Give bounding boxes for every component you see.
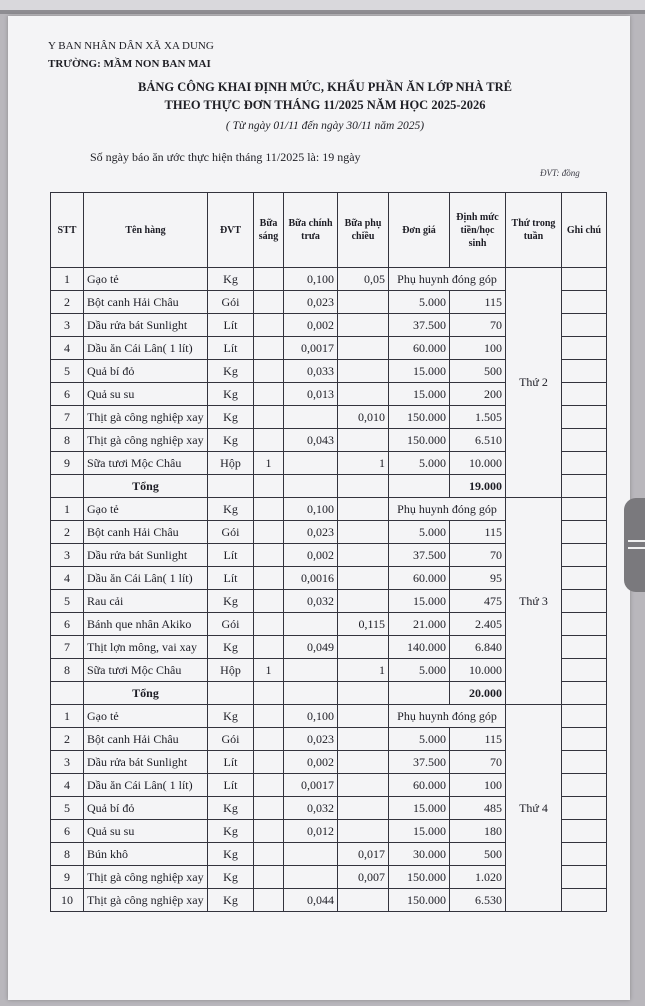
cell-norm: 10.000 — [450, 452, 506, 475]
cell-breakfast — [254, 590, 284, 613]
cell-item-name: Dầu rửa bát Sunlight — [84, 544, 208, 567]
cell-snack: 0,115 — [338, 613, 389, 636]
cell-note — [562, 314, 607, 337]
cell-unit-price: 150.000 — [389, 866, 450, 889]
cell-empty — [389, 682, 450, 705]
cell-note — [562, 751, 607, 774]
handle-grip-line — [628, 540, 645, 542]
cell-note — [562, 452, 607, 475]
col-header-norm: Định mức tiền/học sinh — [450, 193, 506, 268]
cell-unit: Kg — [208, 360, 254, 383]
cell-breakfast — [254, 544, 284, 567]
cell-stt: 8 — [51, 429, 84, 452]
cell-note — [562, 866, 607, 889]
cell-stt: 4 — [51, 567, 84, 590]
cell-stt: 8 — [51, 659, 84, 682]
cell-item-name: Quả bí đỏ — [84, 797, 208, 820]
cell-unit: Gói — [208, 613, 254, 636]
cell-lunch: 0,0017 — [284, 774, 338, 797]
cell-snack — [338, 889, 389, 912]
cell-note — [562, 406, 607, 429]
cell-snack — [338, 567, 389, 590]
cell-norm: 475 — [450, 590, 506, 613]
cell-stt: 3 — [51, 314, 84, 337]
cell-empty — [254, 475, 284, 498]
cell-lunch: 0,043 — [284, 429, 338, 452]
cell-item-name: Bột canh Hải Châu — [84, 521, 208, 544]
cell-norm: 180 — [450, 820, 506, 843]
cell-snack: 1 — [338, 452, 389, 475]
total-value: 20.000 — [450, 682, 506, 705]
col-header-weekday: Thứ trong tuần — [506, 193, 562, 268]
cell-norm: 500 — [450, 360, 506, 383]
table-body — [51, 268, 607, 912]
school-name: TRƯỜNG: MẦM NON BAN MAI — [48, 58, 211, 70]
cell-unit-price: 15.000 — [389, 383, 450, 406]
cell-snack: 1 — [338, 659, 389, 682]
cell-stt: 1 — [51, 268, 84, 291]
cell-snack — [338, 774, 389, 797]
cell-unit-price: 15.000 — [389, 590, 450, 613]
cell-note — [562, 613, 607, 636]
cell-unit-price: 21.000 — [389, 613, 450, 636]
cell-note — [562, 774, 607, 797]
cell-empty — [338, 682, 389, 705]
cell-stt: 5 — [51, 797, 84, 820]
table-row — [51, 268, 607, 291]
cell-lunch — [284, 866, 338, 889]
cell-unit: Kg — [208, 590, 254, 613]
cell-norm: 70 — [450, 314, 506, 337]
cell-stt: 1 — [51, 498, 84, 521]
cell-snack: 0,017 — [338, 843, 389, 866]
cell-norm: 115 — [450, 728, 506, 751]
cell-breakfast — [254, 291, 284, 314]
cell-note — [562, 544, 607, 567]
cell-note — [562, 843, 607, 866]
cell-unit: Kg — [208, 820, 254, 843]
cell-norm: 100 — [450, 337, 506, 360]
cell-unit: Hộp — [208, 659, 254, 682]
cell-unit-price: 150.000 — [389, 406, 450, 429]
cell-note — [562, 682, 607, 705]
cell-norm: 200 — [450, 383, 506, 406]
cell-unit: Kg — [208, 889, 254, 912]
cell-item-name: Bánh que nhân Akiko — [84, 613, 208, 636]
cell-unit: Kg — [208, 636, 254, 659]
cell-breakfast — [254, 360, 284, 383]
col-header-breakfast: Bữa sáng — [254, 193, 284, 268]
cell-unit: Kg — [208, 429, 254, 452]
cell-item-name: Thịt gà công nghiệp xay — [84, 429, 208, 452]
cell-snack — [338, 383, 389, 406]
cell-unit: Lít — [208, 337, 254, 360]
document-title-line1: BẢNG CÔNG KHAI ĐỊNH MỨC, KHẨU PHẦN ĂN LỚP NHÀ TRẺ — [138, 80, 512, 94]
cell-weekday: Thứ 2 — [506, 268, 562, 498]
cell-empty — [284, 682, 338, 705]
cell-lunch: 0,0017 — [284, 337, 338, 360]
cell-item-name: Dầu ăn Cái Lân( 1 lít) — [84, 567, 208, 590]
cell-stt: 2 — [51, 521, 84, 544]
cell-snack — [338, 337, 389, 360]
cell-empty — [208, 475, 254, 498]
cell-note — [562, 498, 607, 521]
cell-snack — [338, 429, 389, 452]
cell-breakfast — [254, 774, 284, 797]
cell-stt: 6 — [51, 383, 84, 406]
cell-lunch: 0,002 — [284, 544, 338, 567]
cell-snack — [338, 728, 389, 751]
total-value: 19.000 — [450, 475, 506, 498]
cell-note — [562, 820, 607, 843]
document-title-line2: THEO THỰC ĐƠN THÁNG 11/2025 NĂM HỌC 2025-2026 — [164, 98, 486, 112]
cell-lunch: 0,012 — [284, 820, 338, 843]
cell-unit: Gói — [208, 728, 254, 751]
cell-stt: 9 — [51, 452, 84, 475]
cell-unit-price: 15.000 — [389, 360, 450, 383]
unit-note: ĐVT: đồng — [540, 168, 580, 178]
cell-unit-price: 150.000 — [389, 429, 450, 452]
cell-snack — [338, 314, 389, 337]
cell-note — [562, 337, 607, 360]
cell-snack — [338, 751, 389, 774]
table-row — [51, 705, 607, 728]
col-header-name: Tên hàng — [84, 193, 208, 268]
cell-item-name: Dầu ăn Cái Lân( 1 lít) — [84, 774, 208, 797]
cell-unit-price: 5.000 — [389, 452, 450, 475]
cell-item-name: Dầu rửa bát Sunlight — [84, 314, 208, 337]
cell-unit: Kg — [208, 383, 254, 406]
cell-unit: Kg — [208, 866, 254, 889]
total-label: Tổng — [84, 475, 208, 498]
cell-unit-price: 60.000 — [389, 774, 450, 797]
cell-unit: Lít — [208, 774, 254, 797]
cell-lunch — [284, 659, 338, 682]
cell-note — [562, 636, 607, 659]
cell-item-name: Gạo tẻ — [84, 498, 208, 521]
cell-snack: 0,05 — [338, 268, 389, 291]
cell-lunch: 0,023 — [284, 728, 338, 751]
cell-unit-price: 37.500 — [389, 544, 450, 567]
cell-unit-price: 5.000 — [389, 659, 450, 682]
cell-item-name: Dầu rửa bát Sunlight — [84, 751, 208, 774]
viewer-top-divider — [0, 10, 645, 14]
cell-unit: Kg — [208, 797, 254, 820]
table-header-row — [51, 193, 607, 268]
cell-norm: 70 — [450, 751, 506, 774]
cell-norm: 70 — [450, 544, 506, 567]
cell-norm: 100 — [450, 774, 506, 797]
cell-norm: 115 — [450, 291, 506, 314]
cell-stt: 7 — [51, 406, 84, 429]
cell-norm: 6.510 — [450, 429, 506, 452]
cell-stt: 9 — [51, 866, 84, 889]
cell-note — [562, 889, 607, 912]
cell-unit: Lít — [208, 567, 254, 590]
handle-grip-line — [628, 547, 645, 549]
cell-breakfast: 1 — [254, 452, 284, 475]
cell-unit-price: 5.000 — [389, 291, 450, 314]
cell-unit-price: 150.000 — [389, 889, 450, 912]
cell-lunch — [284, 406, 338, 429]
cell-unit: Kg — [208, 843, 254, 866]
cell-unit-price: 30.000 — [389, 843, 450, 866]
cell-unit: Hộp — [208, 452, 254, 475]
cell-parent-contribution: Phụ huynh đóng góp — [389, 705, 506, 728]
col-header-price: Đơn giá — [389, 193, 450, 268]
cell-lunch: 0,0016 — [284, 567, 338, 590]
cell-stt: 3 — [51, 544, 84, 567]
cell-snack — [338, 498, 389, 521]
cell-unit-price: 37.500 — [389, 751, 450, 774]
cell-lunch: 0,049 — [284, 636, 338, 659]
cell-note — [562, 521, 607, 544]
days-note: Số ngày báo ăn ước thực hiện tháng 11/2025 là: 19 ngày — [90, 150, 361, 164]
cell-note — [562, 590, 607, 613]
cell-snack — [338, 705, 389, 728]
cell-item-name: Thịt gà công nghiệp xay — [84, 866, 208, 889]
cell-snack — [338, 590, 389, 613]
cell-lunch — [284, 843, 338, 866]
cell-unit-price: 140.000 — [389, 636, 450, 659]
cell-note — [562, 728, 607, 751]
cell-breakfast — [254, 889, 284, 912]
cell-empty — [389, 475, 450, 498]
cell-lunch: 0,002 — [284, 314, 338, 337]
cell-norm: 1.020 — [450, 866, 506, 889]
cell-empty — [208, 682, 254, 705]
cell-norm: 115 — [450, 521, 506, 544]
cell-unit-price: 5.000 — [389, 521, 450, 544]
cell-breakfast: 1 — [254, 659, 284, 682]
cell-unit-price: 15.000 — [389, 820, 450, 843]
cell-breakfast — [254, 406, 284, 429]
cell-item-name: Gạo tẻ — [84, 268, 208, 291]
cell-unit-price: 60.000 — [389, 567, 450, 590]
side-panel-handle[interactable] — [624, 498, 645, 592]
cell-item-name: Sữa tươi Mộc Châu — [84, 659, 208, 682]
cell-note — [562, 475, 607, 498]
cell-breakfast — [254, 521, 284, 544]
cell-unit: Gói — [208, 291, 254, 314]
cell-item-name: Thịt gà công nghiệp xay — [84, 406, 208, 429]
cell-empty — [338, 475, 389, 498]
cell-breakfast — [254, 751, 284, 774]
cell-empty — [254, 682, 284, 705]
cell-snack — [338, 636, 389, 659]
cell-norm: 2.405 — [450, 613, 506, 636]
cell-unit-price: 60.000 — [389, 337, 450, 360]
cell-breakfast — [254, 383, 284, 406]
cell-empty — [284, 475, 338, 498]
cell-unit-price: 15.000 — [389, 797, 450, 820]
cell-lunch: 0,032 — [284, 797, 338, 820]
cell-norm: 485 — [450, 797, 506, 820]
cell-stt: 2 — [51, 728, 84, 751]
viewer-top-bar — [0, 0, 645, 10]
cell-note — [562, 429, 607, 452]
cell-unit: Lít — [208, 314, 254, 337]
cell-snack: 0,007 — [338, 866, 389, 889]
cell-snack — [338, 360, 389, 383]
cell-snack: 0,010 — [338, 406, 389, 429]
cell-item-name: Quả bí đỏ — [84, 360, 208, 383]
cell-note — [562, 383, 607, 406]
date-range: ( Từ ngày 01/11 đến ngày 30/11 năm 2025) — [225, 120, 425, 132]
cell-breakfast — [254, 820, 284, 843]
cell-unit: Kg — [208, 406, 254, 429]
cell-stt: 3 — [51, 751, 84, 774]
cell-stt: 4 — [51, 774, 84, 797]
cell-stt: 10 — [51, 889, 84, 912]
cell-unit: Lít — [208, 544, 254, 567]
cell-note — [562, 291, 607, 314]
cell-lunch: 0,100 — [284, 498, 338, 521]
cell-unit: Kg — [208, 498, 254, 521]
col-header-snack: Bữa phụ chiều — [338, 193, 389, 268]
cell-breakfast — [254, 797, 284, 820]
col-header-unit: ĐVT — [208, 193, 254, 268]
cell-stt: 6 — [51, 613, 84, 636]
cell-breakfast — [254, 728, 284, 751]
cell-snack — [338, 544, 389, 567]
cell-lunch: 0,023 — [284, 291, 338, 314]
cell-parent-contribution: Phụ huynh đóng góp — [389, 268, 506, 291]
cell-item-name: Thịt lợn mông, vai xay — [84, 636, 208, 659]
cell-stt: 5 — [51, 360, 84, 383]
cell-lunch — [284, 613, 338, 636]
cell-stt: 1 — [51, 705, 84, 728]
cell-unit-price: 37.500 — [389, 314, 450, 337]
cell-unit-price: 5.000 — [389, 728, 450, 751]
cell-norm: 1.505 — [450, 406, 506, 429]
cell-lunch: 0,033 — [284, 360, 338, 383]
cell-breakfast — [254, 843, 284, 866]
cell-norm: 6.840 — [450, 636, 506, 659]
cell-item-name: Gạo tẻ — [84, 705, 208, 728]
cell-lunch: 0,002 — [284, 751, 338, 774]
cell-note — [562, 268, 607, 291]
cell-weekday: Thứ 3 — [506, 498, 562, 705]
cell-lunch — [284, 452, 338, 475]
cell-breakfast — [254, 268, 284, 291]
cell-note — [562, 705, 607, 728]
cell-breakfast — [254, 498, 284, 521]
cell-weekday: Thứ 4 — [506, 705, 562, 912]
col-header-note: Ghi chú — [562, 193, 607, 268]
cell-snack — [338, 521, 389, 544]
cell-stt: 5 — [51, 590, 84, 613]
cell-snack — [338, 291, 389, 314]
cell-item-name: Rau cải — [84, 590, 208, 613]
cell-norm: 6.530 — [450, 889, 506, 912]
cell-norm: 10.000 — [450, 659, 506, 682]
cell-lunch: 0,023 — [284, 521, 338, 544]
cell-unit: Lít — [208, 751, 254, 774]
cell-empty — [51, 682, 84, 705]
col-header-lunch: Bữa chính trưa — [284, 193, 338, 268]
cell-unit: Gói — [208, 521, 254, 544]
cell-unit: Kg — [208, 268, 254, 291]
cell-note — [562, 567, 607, 590]
org-name: Y BAN NHÂN DÂN XÃ XA DUNG — [48, 40, 214, 52]
cell-norm: 500 — [450, 843, 506, 866]
cell-stt: 4 — [51, 337, 84, 360]
col-header-stt: STT — [51, 193, 84, 268]
cell-note — [562, 360, 607, 383]
cell-item-name: Bún khô — [84, 843, 208, 866]
cell-note — [562, 659, 607, 682]
table-row — [51, 498, 607, 521]
cell-snack — [338, 797, 389, 820]
cell-breakfast — [254, 636, 284, 659]
total-label: Tổng — [84, 682, 208, 705]
cell-item-name: Thịt gà công nghiệp xay — [84, 889, 208, 912]
cell-item-name: Quả su su — [84, 383, 208, 406]
cell-lunch: 0,100 — [284, 268, 338, 291]
cell-lunch: 0,032 — [284, 590, 338, 613]
cell-parent-contribution: Phụ huynh đóng góp — [389, 498, 506, 521]
cell-lunch: 0,013 — [284, 383, 338, 406]
cell-unit: Kg — [208, 705, 254, 728]
cell-stt: 2 — [51, 291, 84, 314]
cell-breakfast — [254, 314, 284, 337]
cell-item-name: Sữa tươi Mộc Châu — [84, 452, 208, 475]
cell-breakfast — [254, 705, 284, 728]
cell-stt: 7 — [51, 636, 84, 659]
menu-table — [50, 192, 607, 912]
cell-stt: 8 — [51, 843, 84, 866]
cell-breakfast — [254, 429, 284, 452]
cell-norm: 95 — [450, 567, 506, 590]
cell-item-name: Quả su su — [84, 820, 208, 843]
cell-note — [562, 797, 607, 820]
cell-stt: 6 — [51, 820, 84, 843]
cell-empty — [51, 475, 84, 498]
cell-item-name: Dầu ăn Cái Lân( 1 lít) — [84, 337, 208, 360]
cell-breakfast — [254, 337, 284, 360]
cell-lunch: 0,044 — [284, 889, 338, 912]
cell-snack — [338, 820, 389, 843]
cell-item-name: Bột canh Hải Châu — [84, 291, 208, 314]
cell-breakfast — [254, 866, 284, 889]
cell-item-name: Bột canh Hải Châu — [84, 728, 208, 751]
cell-breakfast — [254, 567, 284, 590]
cell-lunch: 0,100 — [284, 705, 338, 728]
cell-breakfast — [254, 613, 284, 636]
